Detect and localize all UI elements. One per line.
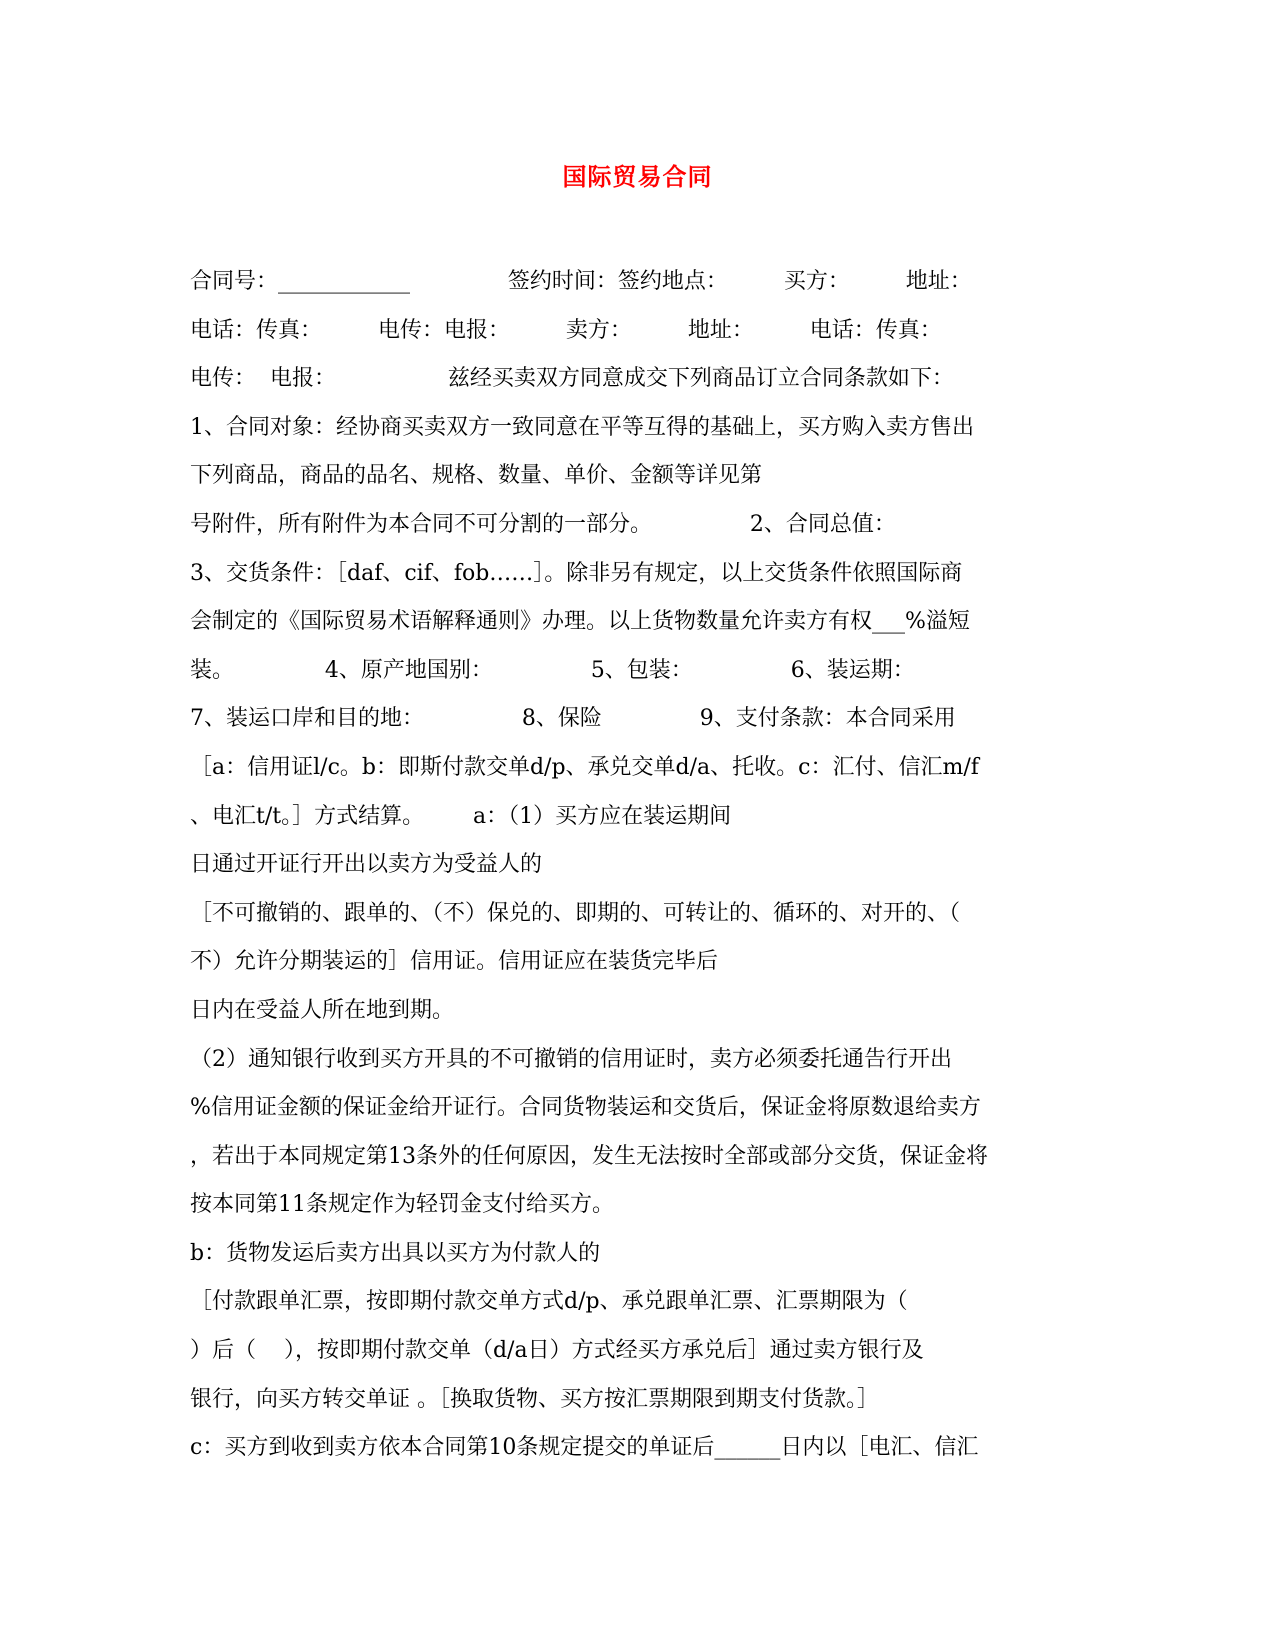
body-line: %信用证金额的保证金给开证行。合同货物装运和交货后，保证金将原数退给卖方 <box>190 1095 981 1121</box>
body-line: 不）允许分期装运的］信用证。信用证应在装货完毕后 <box>190 949 719 975</box>
body-line: 会制定的《国际贸易术语解释通则》办理。以上货物数量允许卖方有权___%溢短 <box>190 609 970 635</box>
body-line: ）后（ ），按即期付款交单（d/a日）方式经买方承兑后］通过卖方银行及 <box>190 1338 924 1364</box>
body-line: （2）通知银行收到买方开具的不可撤销的信用证时，卖方必须委托通告行开出 <box>190 1046 952 1072</box>
document-body <box>190 258 1110 1473</box>
body-line: b：货物发运后卖方出具以买方为付款人的 <box>190 1240 601 1266</box>
body-line: 3、交货条件：［daf、cif、fob……］。除非另有规定，以上交货条件依照国际商 <box>190 560 963 586</box>
body-line: 按本同第11条规定作为轻罚金支付给买方。 <box>190 1192 614 1218</box>
body-line: ，若出于本同规定第13条外的任何原因，发生无法按时全部或部分交货，保证金将 <box>190 1143 988 1169</box>
body-line: 1、合同对象：经协商买卖双方一致同意在平等互得的基础上，买方购入卖方售出 <box>190 414 974 440</box>
body-line: 、电汇t/t。］方式结算。 a：（1）买方应在装运期间 <box>190 803 732 829</box>
body-line: 日内在受益人所在地到期。 <box>190 997 455 1023</box>
body-line: ［a：信用证l/c。b：即斯付款交单d/p、承兑交单d/a、托收。c：汇付、信汇m/f <box>190 754 979 780</box>
body-line: ［不可撤销的、跟单的、（不）保兑的、即期的、可转让的、循环的、对开的、（ <box>190 900 961 926</box>
body-line: c：买方到收到卖方依本合同第10条规定提交的单证后______日内以［电汇、信汇 <box>190 1435 979 1461</box>
body-line: 银行，向买方转交单证 。［换取货物、买方按汇票期限到期支付货款。］ <box>190 1386 879 1412</box>
body-line: 下列商品，商品的品名、规格、数量、单价、金额等详见第 <box>190 463 763 489</box>
body-line: 日通过开证行开出以卖方为受益人的 <box>190 852 543 878</box>
body-line: 号附件，所有附件为本合同不可分割的一部分。 2、合同总值： <box>190 511 896 537</box>
document-title: 国际贸易合同 <box>562 162 713 191</box>
body-line: 7、装运口岸和目的地： 8、保险 9、支付条款：本合同采用 <box>190 706 956 732</box>
body-line: 电话：传真： 电传：电报： 卖方： 地址： 电话：传真： <box>190 317 942 343</box>
body-line: ［付款跟单汇票，按即期付款交单方式d/p、承兑跟单汇票、汇票期限为（ <box>190 1289 908 1315</box>
body-line: 合同号：____________ 签约时间：签约地点： 买方： 地址： <box>190 269 972 294</box>
body-line: 电传： 电报： 兹经买卖双方同意成交下列商品订立合同条款如下： <box>190 366 954 392</box>
body-line: 装。 4、原产地国别： 5、包装： 6、装运期： <box>190 657 915 683</box>
